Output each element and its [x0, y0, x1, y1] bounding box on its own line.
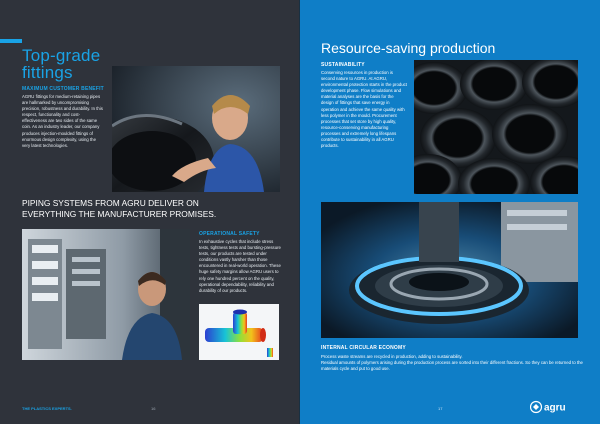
safety-heading: OPERATIONAL SAFETY: [199, 231, 260, 237]
page-title-right: Resource-saving production: [321, 40, 496, 56]
footer-tagline: THE PLASTICS EXPERTS.: [22, 406, 72, 411]
machine-photo: [22, 229, 190, 360]
simulation-image: [199, 304, 279, 360]
title-line-2: fittings: [22, 63, 73, 82]
accent-bar: [0, 39, 22, 43]
right-page: [300, 0, 600, 424]
pipes-photo: [414, 60, 578, 194]
circular-line-2: Residual amounts of polymers arising during the production process are sorted into their different fractions. So they can be returned to the materials cycle and put to good use.: [321, 360, 583, 372]
logo-text: agru: [544, 402, 566, 414]
sustainability-heading: SUSTAINABILITY: [321, 62, 365, 68]
worker-photo: [112, 66, 280, 192]
page-number-left: 16: [151, 406, 156, 411]
sustainability-text: Conserving resources in production is second nature to AGRU. At AGRU, environmental protection starts in the product development phase. Flow simulations and material analyses are the basis for the design of fittings that save energy in operation and achieve the same quality with less polymer in the mould. Procurement processes that set store by high quality, resource-conserving manufacturing processes and extremely long lifespans contribute to sustainability in all AGRU products.: [321, 70, 407, 149]
title-line-1: Top-grade: [22, 46, 101, 65]
circular-line-1: Process waste streams are recycled in production, adding to sustainability.: [321, 354, 463, 359]
agru-logo: [530, 400, 574, 414]
benefit-text: AGRU fittings for medium-retaining pipes are hallmarked by uncompromising precision, robustness and durability. In this respect, functionality and cost-effectiveness are two sides of the same coin. As an industry leader, our company produces injection-moulded fittings of enormous design complexity, using the very latest technologies.: [22, 94, 103, 148]
page-number-right: 17: [438, 406, 443, 411]
safety-text: In exhaustive cycles that include stress tests, tightness tests and bursting-pressure tests, our products are tested under conditions vastly harsher than those encountered in real-world operation. These huge safety margins allow AGRU users to rely one hundred percent on the quality, operational dependability, reliability and durability of our products.: [199, 239, 281, 293]
benefit-heading: MAXIMUM CUSTOMER BENEFIT: [22, 86, 104, 92]
circular-heading: INTERNAL CIRCULAR ECONOMY: [321, 345, 406, 351]
piping-heading: PIPING SYSTEMS FROM AGRU DELIVER ON EVERYTHING THE MANUFACTURER PROMISES.: [22, 198, 217, 219]
page-title-left: [22, 47, 100, 81]
production-photo: [321, 202, 578, 338]
